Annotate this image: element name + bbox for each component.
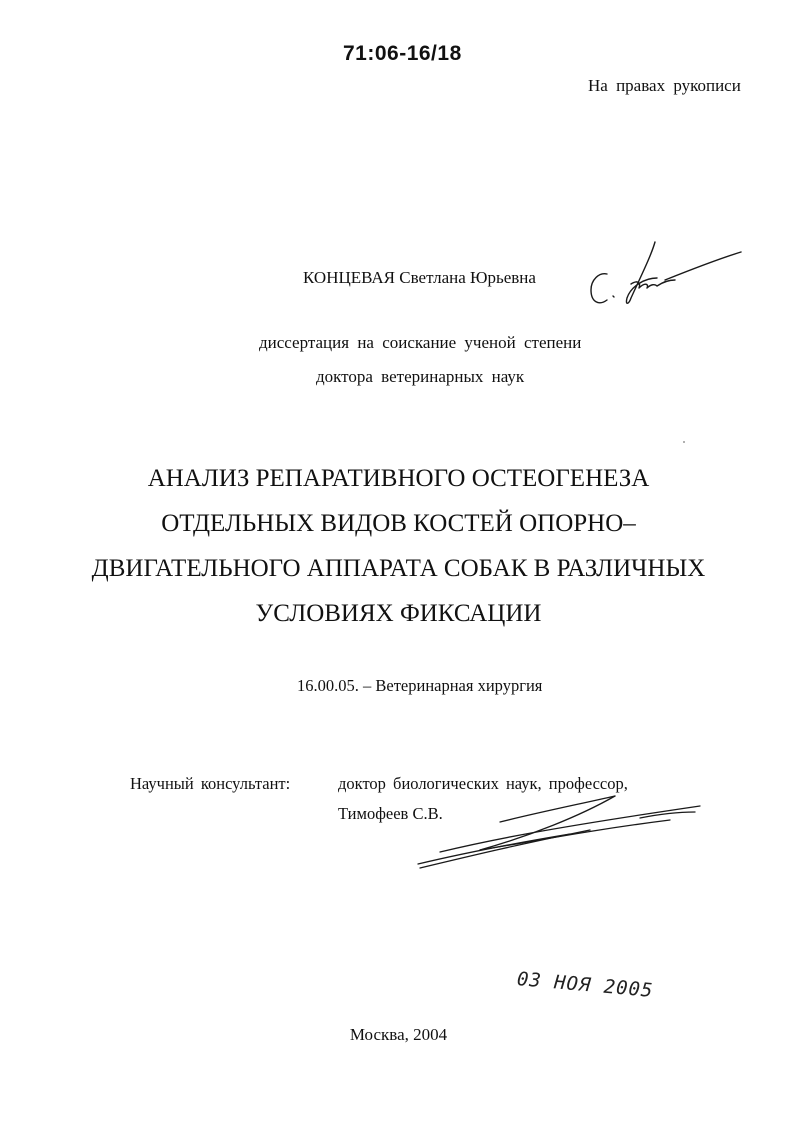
specialty-code: 16.00.05. – Ветеринарная хирургия	[297, 676, 543, 695]
dissertation-title	[0, 456, 797, 636]
receipt-date-stamp: 03 НОЯ 2005	[516, 968, 655, 1002]
consultant-signature	[410, 790, 710, 875]
degree-line-2: доктора ветеринарных наук	[316, 367, 525, 386]
title-line: ДВИГАТЕЛЬНОГО АППАРАТА СОБАК В РАЗЛИЧНЫХ	[91, 555, 706, 582]
degree-line-1: диссертация на соискание ученой степени	[259, 333, 582, 352]
author-name: КОНЦЕВАЯ Светлана Юрьевна	[303, 268, 536, 287]
rights-notice: На правах рукописи	[588, 76, 741, 95]
scan-speck	[683, 441, 685, 443]
title-line: АНАЛИЗ РЕПАРАТИВНОГО ОСТЕОГЕНЕЗА	[147, 465, 650, 492]
catalog-number: 71:06-16/18	[343, 42, 462, 65]
author-signature	[585, 236, 745, 316]
title-line: УСЛОВИЯХ ФИКСАЦИИ	[255, 600, 542, 627]
consultant-title: доктор биологических наук, профессор,	[338, 774, 628, 793]
title-line: ОТДЕЛЬНЫХ ВИДОВ КОСТЕЙ ОПОРНО–	[161, 510, 636, 537]
consultant-name: Тимофеев С.В.	[338, 804, 443, 823]
consultant-label: Научный консультант:	[130, 774, 291, 793]
place-year: Москва, 2004	[349, 1025, 448, 1044]
